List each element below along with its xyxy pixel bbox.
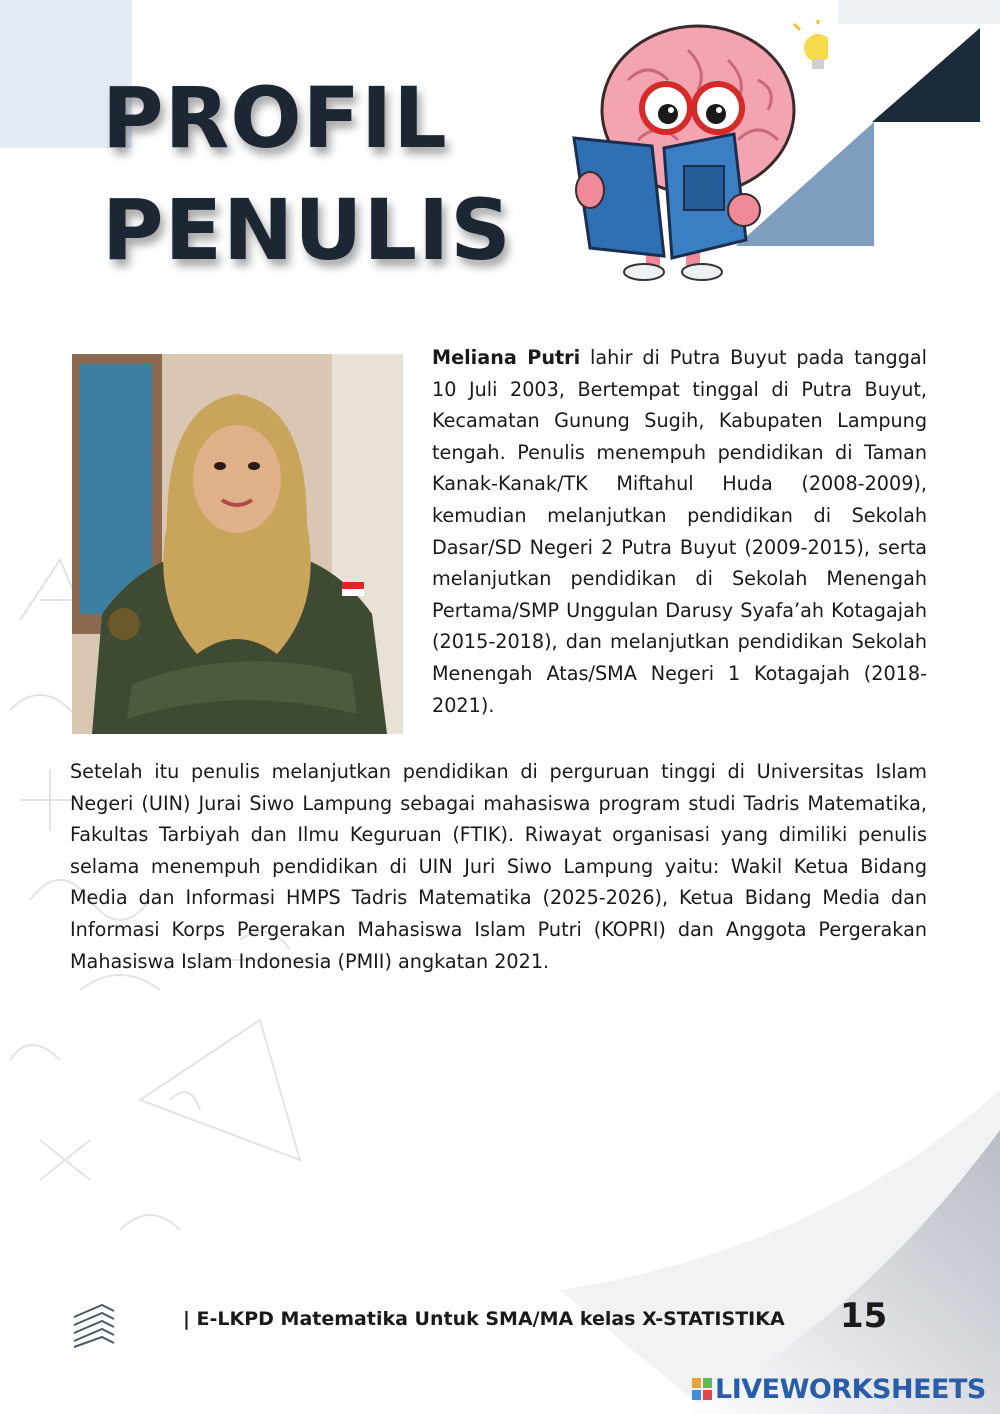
brain-mascot-illustration <box>568 20 828 284</box>
background-rectangle <box>838 0 1000 24</box>
layers-icon <box>72 1303 116 1349</box>
author-photo <box>72 354 403 734</box>
lightbulb-icon <box>794 20 828 69</box>
page-title <box>102 62 512 286</box>
liveworksheets-watermark[interactable] <box>692 1372 986 1406</box>
dark-triangle-decoration <box>872 28 980 122</box>
page-curl-decoration <box>560 1090 1000 1414</box>
bio-paragraph-2: Setelah itu penulis melanjutkan pendidikan di perguruan tinggi di Universitas Islam Negeri (UIN) Jurai Siwo Lampung sebagai mahasiswa program studi Tadris Matematika, Fakultas Tarbiyah dan Ilmu Keguruan (FTIK). Riwayat organisasi yang dimiliki penulis selama menempuh pendidikan di UIN Juri Siwo Lampung yaitu: Wakil Ketua Bidang Media dan Informasi HMPS Tadris Matematika (2025-2026), Ketua Bidang Media dan Informasi Korps Pergerakan Mahasiswa Islam Putri (KOPRI) dan Anggota Pergerakan Mahasiswa Islam Indonesia (PMII) angkatan 2021. <box>70 760 927 973</box>
title-line-1: PROFIL <box>102 69 448 167</box>
page-number: 15 <box>840 1296 888 1336</box>
bio-paragraph-1 <box>432 342 927 721</box>
liveworksheets-logo-icon <box>692 1378 712 1400</box>
title-line-2: PENULIS <box>102 181 512 279</box>
watermark-text: LIVEWORKSHEETS <box>715 1373 986 1405</box>
bio-paragraph-1-text: lahir di Putra Buyut pada tanggal 10 Juli 2003, Bertempat tinggal di Putra Buyut, Kecamatan Gunung Sugih, Kabupaten Lampung tengah. Penulis menempuh pendidikan di Taman Kanak-Kanak/TK Miftahul Huda (2008-2009), kemudian melanjutkan pendidikan di Sekolah Dasar/SD Negeri 2 Putra Buyut (2009-2015), serta melanjutkan pendidikan di Sekolah Menengah Pertama/SMP Unggulan Darusy Syafa’ah Kotagajah (2015-2018), dan melanjutkan pendidikan Sekolah Menengah Atas/SMA Negeri 1 Kotagajah (2018-2021). <box>432 346 927 717</box>
footer-title: | E-LKPD Matematika Untuk SMA/MA kelas X-STATISTIKA <box>183 1308 785 1330</box>
author-name: Meliana Putri <box>432 346 581 369</box>
